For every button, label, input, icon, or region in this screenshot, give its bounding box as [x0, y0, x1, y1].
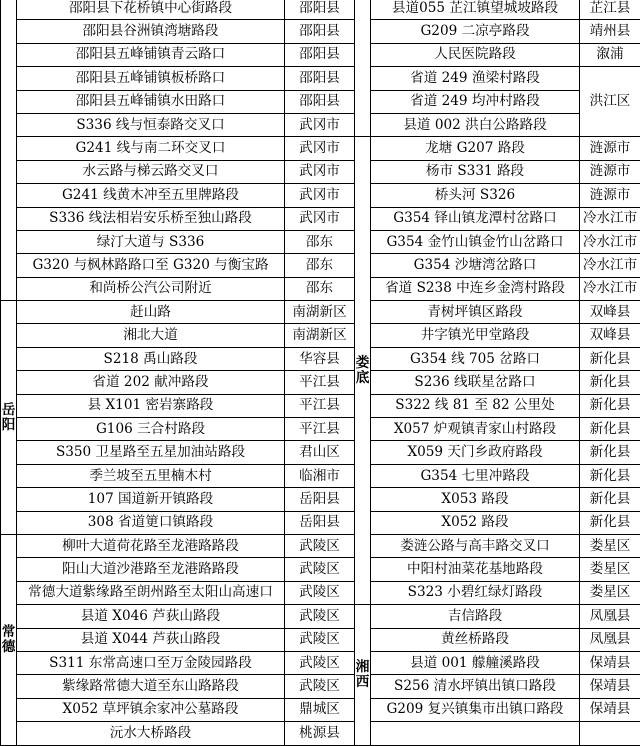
- table-row: [1, 90, 640, 113]
- county-cell: 新化县: [580, 418, 640, 441]
- location-cell: 水云路与梯云路交叉口: [17, 160, 285, 183]
- location-cell: X059 天门乡政府路段: [371, 441, 580, 464]
- county-cell: 保靖县: [580, 651, 640, 674]
- region-yueyang-char: 阳: [1, 418, 16, 433]
- table-row: [1, 0, 640, 20]
- location-cell: S336 线与恒泰路交叉口: [17, 113, 285, 136]
- region-changde-char: 常: [1, 625, 16, 640]
- location-cell: G354 沙塘湾岔路口: [371, 254, 580, 277]
- location-cell: 桥头河 S326: [371, 184, 580, 207]
- location-cell: 县道 001 艨艟溪路段: [371, 651, 580, 674]
- location-cell: S236 线联星岔路口: [371, 371, 580, 394]
- table-row: [1, 20, 640, 43]
- location-cell: X053 路段: [371, 488, 580, 511]
- county-cell: 邵阳县: [285, 90, 355, 113]
- location-cell: 县道 X044 芦荻山路段: [17, 628, 285, 651]
- location-cell: 县道 002 洪白公路路段: [371, 113, 580, 136]
- table-row: [1, 137, 640, 160]
- county-cell: 武冈市: [285, 184, 355, 207]
- table-row: [1, 230, 640, 253]
- location-cell: 省道 249 均冲村路段: [371, 90, 580, 113]
- location-cell: 县 X101 密岩寨路段: [17, 394, 285, 417]
- county-cell: 南湖新区: [285, 324, 355, 347]
- county-cell: 靖州县: [580, 20, 640, 43]
- location-cell: S311 东常高速口至万金陵园路段: [17, 651, 285, 674]
- location-cell: 青树坪镇区路段: [371, 301, 580, 324]
- county-cell: 南湖新区: [285, 301, 355, 324]
- table-row: [1, 160, 640, 183]
- location-cell: G241 线与南二环交叉口: [17, 137, 285, 160]
- region-loudi: [355, 137, 371, 605]
- table-row: [1, 441, 640, 464]
- county-cell: 邵东: [285, 254, 355, 277]
- county-cell: 邵东: [285, 230, 355, 253]
- location-cell: 龙塘 G207 路段: [371, 137, 580, 160]
- location-cell: 省道 S238 中连乡金湾村路段: [371, 277, 580, 300]
- location-cell: G320 与枫林路路口至 G320 与衡宝路: [17, 254, 285, 277]
- location-cell: 绿汀大道与 S336: [17, 230, 285, 253]
- location-cell: 常德大道紫缘路至朗州路至太阳山高速口: [17, 581, 285, 604]
- region-huaihua: [355, 0, 371, 137]
- county-cell: 新化县: [580, 488, 640, 511]
- county-cell: 新化县: [580, 441, 640, 464]
- county-cell: 保靖县: [580, 675, 640, 698]
- county-cell: 武陵区: [285, 581, 355, 604]
- county-cell: 平江县: [285, 371, 355, 394]
- location-cell: 黄丝桥路段: [371, 628, 580, 651]
- county-cell: 武陵区: [285, 628, 355, 651]
- county-cell: 保靖县: [580, 698, 640, 721]
- location-cell: G354 七里冲路段: [371, 464, 580, 487]
- location-cell: 邵阳县五峰铺镇板桥路口: [17, 67, 285, 90]
- location-cell: G106 三合村路段: [17, 418, 285, 441]
- county-cell: 武陵区: [285, 605, 355, 628]
- location-cell: S323 小碧红绿灯路段: [371, 581, 580, 604]
- county-cell: 华容县: [285, 347, 355, 370]
- county-cell: [580, 722, 640, 745]
- table-row: [1, 43, 640, 66]
- county-cell: 娄星区: [580, 534, 640, 557]
- location-cell: 省道 202 献冲路段: [17, 371, 285, 394]
- table-row: [1, 184, 640, 207]
- table-row: [1, 207, 640, 230]
- region-changde: [1, 534, 17, 745]
- county-cell: 娄星区: [580, 558, 640, 581]
- location-cell: 沅水大桥路段: [17, 722, 285, 745]
- location-cell: S218 禹山路段: [17, 347, 285, 370]
- location-cell: 湘北大道: [17, 324, 285, 347]
- location-cell: 娄涟公路与高丰路交叉口: [371, 534, 580, 557]
- table-row: [1, 347, 640, 370]
- county-cell: 邵东: [285, 277, 355, 300]
- table-row: [1, 67, 640, 90]
- county-cell: 冷水江市: [580, 277, 640, 300]
- region-xiangxi: [355, 605, 371, 745]
- location-cell: 邵阳县谷洲镇湾塘路段: [17, 20, 285, 43]
- county-cell: 平江县: [285, 394, 355, 417]
- county-cell: 双峰县: [580, 301, 640, 324]
- location-cell: 县道055 芷江镇望城坡路段: [371, 0, 580, 20]
- county-cell: 涟源市: [580, 160, 640, 183]
- county-cell: 双峰县: [580, 324, 640, 347]
- location-cell: 308 省道筻口镇路段: [17, 511, 285, 534]
- location-cell: 中阳村油菜花基地路段: [371, 558, 580, 581]
- table-row: [1, 534, 640, 557]
- table-row: [1, 324, 640, 347]
- county-cell: 武冈市: [285, 207, 355, 230]
- table-row: [1, 371, 640, 394]
- location-cell: 人民医院路段: [371, 43, 580, 66]
- region-changde-char: 德: [1, 640, 16, 655]
- county-cell: 武陵区: [285, 651, 355, 674]
- location-cell: X052 草坪镇余家冲公墓路段: [17, 698, 285, 721]
- location-cell: G209 二凉亭路段: [371, 20, 580, 43]
- county-cell: 桃源县: [285, 722, 355, 745]
- county-cell: 芷江县: [580, 0, 640, 20]
- county-cell: 溆浦: [580, 43, 640, 66]
- table-row: [1, 464, 640, 487]
- location-cell: G241 线黄木冲至五里牌路段: [17, 184, 285, 207]
- county-cell: 新化县: [580, 511, 640, 534]
- location-cell: 和尚桥公汽公司附近: [17, 277, 285, 300]
- location-cell: [371, 722, 580, 745]
- table-row: [1, 722, 640, 745]
- county-cell: 邵阳县: [285, 0, 355, 20]
- location-cell: 邵阳县下花桥镇中心街路段: [17, 0, 285, 20]
- location-cell: 赶山路: [17, 301, 285, 324]
- county-cell: 武冈市: [285, 160, 355, 183]
- county-cell: 邵阳县: [285, 43, 355, 66]
- region-xiangxi-char: 西: [355, 675, 370, 690]
- county-cell: 涟源市: [580, 184, 640, 207]
- location-cell: 紫缘路常德大道至东山路路段: [17, 675, 285, 698]
- county-cell: 临湘市: [285, 464, 355, 487]
- region-yueyang: [1, 301, 17, 535]
- county-cell: 邵阳县: [285, 20, 355, 43]
- location-cell: S336 线法相岩安乐桥至独山路段: [17, 207, 285, 230]
- county-cell: 冷水江市: [580, 230, 640, 253]
- table-row: [1, 394, 640, 417]
- table-row: [1, 605, 640, 628]
- table-row: [1, 113, 640, 136]
- location-cell: 吉信路段: [371, 605, 580, 628]
- county-cell: 岳阳县: [285, 488, 355, 511]
- county-cell: 君山区: [285, 441, 355, 464]
- table-row: [1, 581, 640, 604]
- county-cell: 冷水江市: [580, 254, 640, 277]
- county-cell: 平江县: [285, 418, 355, 441]
- county-cell: 新化县: [580, 464, 640, 487]
- location-cell: S350 卫星路至五星加油站路段: [17, 441, 285, 464]
- table-row: [1, 628, 640, 651]
- region-shaoyang: [1, 0, 17, 301]
- location-cell: 邵阳县五峰铺镇青云路口: [17, 43, 285, 66]
- table-row: [1, 254, 640, 277]
- location-cell: G354 金竹山镇金竹山岔路口: [371, 230, 580, 253]
- region-loudi-char: 底: [355, 371, 370, 386]
- location-cell: 柳叶大道荷花路至龙港路路段: [17, 534, 285, 557]
- location-cell: S256 清水坪镇出镇口路段: [371, 675, 580, 698]
- location-cell: G354 铎山镇龙潭村岔路口: [371, 207, 580, 230]
- table-row: [1, 558, 640, 581]
- county-cell: 岳阳县: [285, 511, 355, 534]
- location-cell: 杨市 S331 路段: [371, 160, 580, 183]
- location-cell: 邵阳县五峰铺镇水田路口: [17, 90, 285, 113]
- location-cell: 县道 X046 芦荻山路段: [17, 605, 285, 628]
- county-cell: 武冈市: [285, 137, 355, 160]
- county-cell: 武陵区: [285, 675, 355, 698]
- location-cell: G209 复兴镇集市出镇口路段: [371, 698, 580, 721]
- location-cell: S322 线 81 至 82 公里处: [371, 394, 580, 417]
- county-cell: 鼎城区: [285, 698, 355, 721]
- region-yueyang-char: 岳: [1, 403, 16, 418]
- county-cell: 涟源市: [580, 137, 640, 160]
- county-cell: 娄星区: [580, 581, 640, 604]
- location-cell: 107 国道新开镇路段: [17, 488, 285, 511]
- table-row: [1, 511, 640, 534]
- location-cell: X057 炉观镇青家山村路段: [371, 418, 580, 441]
- county-cell: 冷水江市: [580, 207, 640, 230]
- region-loudi-char: 娄: [355, 356, 370, 371]
- county-cell: 武陵区: [285, 558, 355, 581]
- county-cell: 新化县: [580, 347, 640, 370]
- location-cell: 阳山大道沙港路至龙港路路段: [17, 558, 285, 581]
- location-cell: 井字镇光甲堂路段: [371, 324, 580, 347]
- county-cell: 新化县: [580, 394, 640, 417]
- location-cell: 季兰坡至五里楠木村: [17, 464, 285, 487]
- county-cell: 新化县: [580, 371, 640, 394]
- table-row: [1, 651, 640, 674]
- county-cell: 武冈市: [285, 113, 355, 136]
- table-row: [1, 418, 640, 441]
- location-cell: 省道 249 渔梁村路段: [371, 67, 580, 90]
- county-cell: 武陵区: [285, 534, 355, 557]
- table-row: [1, 277, 640, 300]
- region-xiangxi-char: 湘: [355, 660, 370, 675]
- location-cell: G354 线 705 岔路口: [371, 347, 580, 370]
- table-row: [1, 488, 640, 511]
- county-cell: 凤凰县: [580, 605, 640, 628]
- table-row: [1, 301, 640, 324]
- county-cell: 邵阳县: [285, 67, 355, 90]
- county-cell: 凤凰县: [580, 628, 640, 651]
- table-row: [1, 675, 640, 698]
- location-cell: X052 路段: [371, 511, 580, 534]
- county-cell: 洪江区: [580, 67, 640, 137]
